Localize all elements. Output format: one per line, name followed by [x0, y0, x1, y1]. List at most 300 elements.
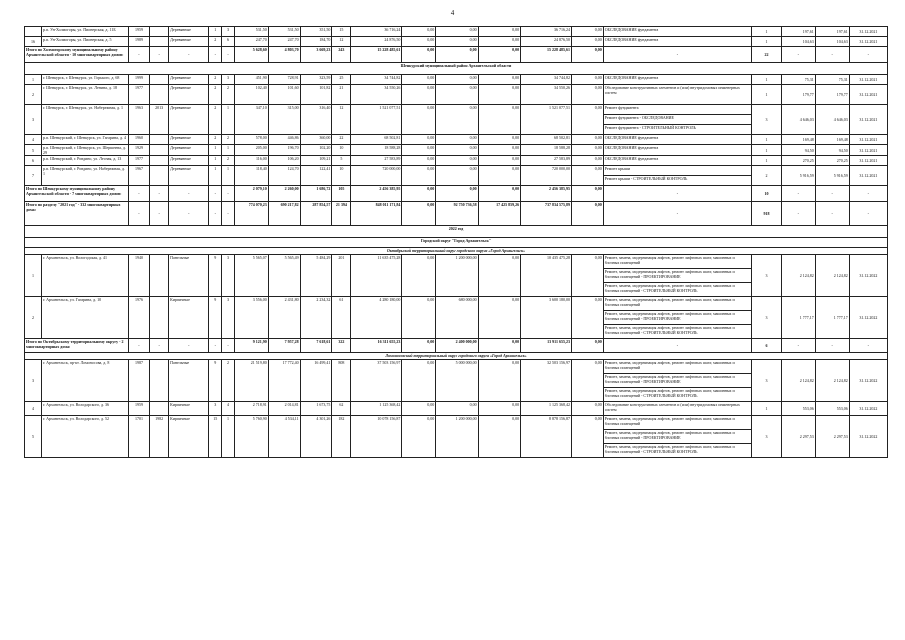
- year-built: 1959: [128, 402, 149, 416]
- residential-area: 196,70: [268, 145, 300, 156]
- work-type: Ремонт, замена, модернизация лифтов, ремонт лифтовых шахт, машинных и блочных помещений - СТРОИТЕЛЬНЫЙ КОНТРОЛЬ: [603, 444, 751, 458]
- residential-area: 101,60: [268, 85, 300, 105]
- fund-regional: 92 750 736,58: [436, 202, 478, 226]
- fund-regional: 0,00: [436, 186, 478, 202]
- total-area: 247,70: [234, 37, 268, 47]
- fund-local: 0,00: [478, 85, 520, 105]
- shenkursk-row: [25, 156, 888, 166]
- works-count: 1: [752, 85, 782, 105]
- fund-regional: 0,00: [436, 27, 478, 37]
- work-type: ОБСЛЕДОВАНИЕ фундамента: [603, 135, 751, 145]
- total-cost: 34 744,82: [351, 75, 402, 85]
- fund-local: 0,00: [478, 75, 520, 85]
- total-dash: -: [849, 47, 887, 63]
- fund-local: 0,00: [478, 156, 520, 166]
- row-number: 2: [25, 297, 42, 339]
- year-built: 1960: [128, 135, 149, 145]
- completion-date: 31.12.2022: [849, 416, 887, 458]
- row-number: 3: [25, 105, 42, 135]
- max-unit-cost: 553,06: [815, 402, 849, 416]
- total-area: 118,40: [234, 166, 268, 186]
- lomonosovsky-row: [25, 416, 888, 430]
- owned-area: 101,82: [300, 85, 332, 105]
- city-heading-cell: Городской округ "Город Архангельск": [25, 238, 888, 248]
- total-dash: -: [781, 339, 815, 353]
- year-renovated: [150, 145, 169, 156]
- fund-regional: 1 200 000,00: [436, 255, 478, 297]
- owned-area: 4 301,26: [300, 416, 332, 458]
- house-address: г. Архангельск, ул. Володарского, д. 36: [41, 402, 128, 416]
- fund-regional: 1 200 000,00: [436, 416, 478, 458]
- completion-date: 31.12.2021: [849, 85, 887, 105]
- unit-cost: 5 916,59: [781, 166, 815, 186]
- unit-cost: 4 646,03: [781, 105, 815, 135]
- works-count: 1: [752, 156, 782, 166]
- row-number: [25, 27, 42, 37]
- fund-owners: 2 456 385,95: [521, 186, 572, 202]
- unit-cost: 1 777,17: [781, 297, 815, 339]
- residents: 21 394: [332, 202, 351, 226]
- fund-federal: 0,00: [402, 202, 436, 226]
- fund-regional: 0,00: [436, 135, 478, 145]
- work-type: ОБСЛЕДОВАНИЕ фундамента: [603, 156, 751, 166]
- total-dash: -: [603, 186, 751, 202]
- entrances: 3: [222, 75, 235, 85]
- fund-regional: 0,00: [436, 37, 478, 47]
- fund-federal: 0,00: [402, 402, 436, 416]
- year-renovated: [150, 156, 169, 166]
- total-dash: -: [209, 47, 222, 63]
- fund-regional: 0,00: [436, 166, 478, 186]
- total-area: 9 121,90: [234, 339, 268, 353]
- lomonosovsky-row: [25, 402, 888, 416]
- floors: 2: [209, 135, 222, 145]
- work-type: Обследование конструктивных элементов и (или) внутридомовых инженерных систем: [603, 85, 751, 105]
- row-number: 4: [25, 402, 42, 416]
- total-dash: -: [603, 339, 751, 353]
- entrances: 1: [222, 105, 235, 135]
- total-label: Итого по разделу "2021 год" - 332 многоквартирных дома:: [25, 202, 129, 226]
- wall-material: Деревянные: [169, 166, 209, 186]
- total-dash: -: [209, 202, 222, 226]
- house-address: г. Архангельск, пр-кт. Ломоносова, д. 8: [41, 360, 128, 402]
- unit-cost: 197,61: [781, 27, 815, 37]
- fund-owners: 13 911 655,23: [521, 339, 572, 353]
- floors: 2: [209, 85, 222, 105]
- work-type: Ремонт фундамента - ОБСЛЕДОВАНИЕ: [603, 115, 751, 125]
- fund-federal: 0,00: [402, 105, 436, 135]
- residents: 21: [332, 85, 351, 105]
- lomonosovsky-row: [25, 360, 888, 374]
- entrances: 6: [222, 37, 235, 47]
- max-unit-cost: 5 916,59: [815, 166, 849, 186]
- year-renovated: [150, 402, 169, 416]
- work-type: Ремонт, замена, модернизация лифтов, ремонт лифтовых шахт, машинных и блочных помещений - СТРОИТЕЛЬНЫЙ КОНТРОЛЬ: [603, 283, 751, 297]
- fund-federal: 0,00: [402, 75, 436, 85]
- total-dash: -: [128, 339, 149, 353]
- year-built: 1959: [128, 27, 149, 37]
- fund-regional: 2 400 000,00: [436, 339, 478, 353]
- owned-area: 1 686,72: [300, 186, 332, 202]
- owned-area: 287 854,57: [300, 202, 332, 226]
- total-dash: -: [222, 202, 235, 226]
- residential-area: 247,70: [268, 37, 300, 47]
- residents: 182: [332, 416, 351, 458]
- fund-local: 0,00: [478, 402, 520, 416]
- work-type: Ремонт крыши: [603, 166, 751, 176]
- residential-area: 2 431,80: [268, 297, 300, 339]
- total-area: 21 519,80: [234, 360, 268, 402]
- entrances: 2: [222, 85, 235, 105]
- residential-area: 5 565,49: [268, 255, 300, 297]
- fund-federal: 0,00: [402, 166, 436, 186]
- completion-date: 31.12.2021: [849, 37, 887, 47]
- total-dash: -: [849, 186, 887, 202]
- fund-other: 0,00: [571, 202, 603, 226]
- fund-other: 0,00: [571, 166, 603, 186]
- fund-federal: 0,00: [402, 85, 436, 105]
- total-dash: -: [815, 202, 849, 226]
- completion-date: 31.12.2021: [849, 156, 887, 166]
- wall-material: Деревянные: [169, 145, 209, 156]
- fund-local: 0,00: [478, 416, 520, 458]
- year-heading: [25, 226, 888, 238]
- district-heading: [25, 63, 888, 75]
- fund-federal: 0,00: [402, 47, 436, 63]
- total-dash: -: [150, 339, 169, 353]
- wall-material: Кирпичные: [169, 416, 209, 458]
- works-count: 1: [752, 75, 782, 85]
- total-dash: -: [222, 186, 235, 202]
- capital-repair-register-table: [24, 26, 888, 458]
- owned-area: 1 673,75: [300, 402, 332, 416]
- residential-area: 2 014,81: [268, 402, 300, 416]
- row-number: 5: [25, 145, 42, 156]
- work-type: ОБСЛЕДОВАНИЕ фундамента: [603, 145, 751, 156]
- total-dash: -: [815, 339, 849, 353]
- unit-cost: 2 124,82: [781, 255, 815, 297]
- floors: 9: [209, 255, 222, 297]
- year-renovated: 1982: [150, 416, 169, 458]
- fund-other: 0,00: [571, 416, 603, 458]
- shenkursk-row: [25, 166, 888, 176]
- year-built: 1999: [128, 75, 149, 85]
- works-count: 3: [752, 255, 782, 297]
- residential-area: 315,00: [268, 105, 300, 135]
- fund-federal: 0,00: [402, 416, 436, 458]
- total-label: Итого по Октябрьскому территориальному округу - 2 многоквартирных дома:: [25, 339, 129, 353]
- works-count: 10: [752, 186, 782, 202]
- total-area: 5 628,60: [234, 47, 268, 63]
- row-number: 16: [25, 37, 42, 47]
- max-unit-cost: 4 646,03: [815, 105, 849, 135]
- completion-date: 31.12.2022: [849, 360, 887, 402]
- district-heading-cell: Шенкурский муниципальный район Архангельской области: [25, 63, 888, 75]
- fund-local: 0,00: [478, 47, 520, 63]
- fund-local: 0,00: [478, 105, 520, 135]
- year-built: 1963: [128, 105, 149, 135]
- floors: 9: [209, 360, 222, 402]
- year-built: 1940: [128, 255, 149, 297]
- total-kholmogory: [25, 47, 888, 63]
- fund-owners: 24 876,50: [521, 37, 572, 47]
- floors: 2: [209, 75, 222, 85]
- residential-area: 106,20: [268, 156, 300, 166]
- year-renovated: [150, 27, 169, 37]
- total-cost: 720 000,00: [351, 166, 402, 186]
- residents: 10: [332, 145, 351, 156]
- work-type: Ремонт, замена, модернизация лифтов, ремонт лифтовых шахт, машинных и блочных помещений: [603, 416, 751, 430]
- fund-owners: 32 503 156,97: [521, 360, 572, 402]
- okrug-heading-lomonosovsky: [25, 353, 888, 360]
- fund-other: 0,00: [571, 145, 603, 156]
- total-dash: -: [603, 47, 751, 63]
- works-count: 22: [752, 47, 782, 63]
- floors: 1: [209, 166, 222, 186]
- total-dash: -: [169, 202, 209, 226]
- wall-material: Деревянные: [169, 105, 209, 135]
- fund-other: 0,00: [571, 135, 603, 145]
- oktyabrsky-row: [25, 297, 888, 311]
- unit-cost: 179,77: [781, 85, 815, 105]
- total-dash: -: [169, 339, 209, 353]
- fund-regional: 5 000 000,00: [436, 360, 478, 402]
- owned-area: 102,20: [300, 145, 332, 156]
- house-address: г. Шенкурск, г. Шенкурск, ул. Горького, д. 68: [41, 75, 128, 85]
- max-unit-cost: 2 124,82: [815, 360, 849, 402]
- fund-other: 0,00: [571, 186, 603, 202]
- unit-cost: 270,25: [781, 156, 815, 166]
- fund-federal: 0,00: [402, 135, 436, 145]
- unit-cost: 553,06: [781, 402, 815, 416]
- total-cost: 24 876,50: [351, 37, 402, 47]
- residential-area: 690 217,82: [268, 202, 300, 226]
- floors: 1: [209, 145, 222, 156]
- shenkursk-row: [25, 105, 888, 115]
- house-address: р.п. Шенкурский, г. Ровдино, ул. Лесная, д. 13: [41, 156, 128, 166]
- fund-regional: 0,00: [436, 145, 478, 156]
- total-dash: -: [150, 186, 169, 202]
- oktyabrsky-row: [25, 255, 888, 269]
- total-oktyabrsky: [25, 339, 888, 353]
- fund-local: 0,00: [478, 186, 520, 202]
- fund-local: 0,00: [478, 27, 520, 37]
- residents: 105: [332, 186, 351, 202]
- fund-local: 17 425 859,26: [478, 202, 520, 226]
- city-heading: [25, 238, 888, 248]
- work-type: ОБСЛЕДОВАНИЕ фундамента: [603, 27, 751, 37]
- fund-regional: 0,00: [436, 105, 478, 135]
- fund-regional: 0,00: [436, 85, 478, 105]
- fund-federal: 0,00: [402, 156, 436, 166]
- unit-cost: 75,31: [781, 75, 815, 85]
- kholmogory-row: [25, 27, 888, 37]
- unit-cost: 2 124,82: [781, 360, 815, 402]
- fund-owners: 8 878 156,87: [521, 416, 572, 458]
- completion-date: 31.12.2021: [849, 75, 887, 85]
- house-address: р.п. Ун-Холмогоры, ул. Пионерская, д. 11Б: [41, 27, 128, 37]
- max-unit-cost: 197,61: [815, 27, 849, 37]
- total-area: 102,40: [234, 85, 268, 105]
- total-area: 774 070,23: [234, 202, 268, 226]
- house-address: г. Шенкурск, г. Шенкурск, ул. Набережная, д. 1: [41, 105, 128, 135]
- residential-area: 7 957,28: [268, 339, 300, 353]
- total-area: 451,90: [234, 75, 268, 85]
- fund-local: 0,00: [478, 360, 520, 402]
- fund-local: 0,00: [478, 297, 520, 339]
- entrances: 2: [222, 135, 235, 145]
- max-unit-cost: 75,31: [815, 75, 849, 85]
- fund-federal: 0,00: [402, 360, 436, 402]
- year-built: 1977: [128, 156, 149, 166]
- wall-material: Деревянные: [169, 75, 209, 85]
- floors: 3: [209, 402, 222, 416]
- kholmogory-row: [25, 37, 888, 47]
- work-type: ОБСЛЕДОВАНИЕ фундамента: [603, 37, 751, 47]
- house-address: р.п. Шенкурский, г. Шенкурск, ул. Гагарина, д. 4: [41, 135, 128, 145]
- entrances: 2: [222, 156, 235, 166]
- works-count: 6: [752, 339, 782, 353]
- total-dash: -: [150, 202, 169, 226]
- residents: 12: [332, 105, 351, 135]
- row-number: 4: [25, 135, 42, 145]
- total-area: 578,00: [234, 135, 268, 145]
- residents: 201: [332, 255, 351, 297]
- works-count: 918: [752, 202, 782, 226]
- total-area: 205,00: [234, 145, 268, 156]
- fund-regional: 0,00: [436, 156, 478, 166]
- residents: 243: [332, 47, 351, 63]
- year-renovated: [150, 37, 169, 47]
- shenkursk-row: [25, 145, 888, 156]
- floors: 2: [209, 37, 222, 47]
- works-count: 3: [752, 105, 782, 135]
- total-dash: -: [222, 339, 235, 353]
- work-type: Обследование конструктивных элементов и (или) внутридомовых инженерных систем: [603, 402, 751, 416]
- total-area: 531,50: [234, 27, 268, 37]
- fund-local: 0,00: [478, 255, 520, 297]
- fund-regional: 0,00: [436, 402, 478, 416]
- fund-local: 0,00: [478, 339, 520, 353]
- fund-federal: 0,00: [402, 339, 436, 353]
- year-renovated: [150, 85, 169, 105]
- max-unit-cost: 179,77: [815, 85, 849, 105]
- works-count: 1: [752, 27, 782, 37]
- total-dash: -: [128, 186, 149, 202]
- total-cost: 27 583,89: [351, 156, 402, 166]
- fund-other: 0,00: [571, 402, 603, 416]
- works-count: 2: [752, 166, 782, 186]
- total-cost: 15 228 485,61: [351, 47, 402, 63]
- entrances: 3: [222, 255, 235, 297]
- fund-other: 0,00: [571, 339, 603, 353]
- floors: 9: [209, 297, 222, 339]
- total-cost: 34 550,26: [351, 85, 402, 105]
- fund-owners: 27 583,89: [521, 156, 572, 166]
- completion-date: 31.12.2021: [849, 166, 887, 186]
- residents: 22: [332, 135, 351, 145]
- total-year-2021: [25, 202, 888, 226]
- max-unit-cost: 94,50: [815, 145, 849, 156]
- fund-owners: 1 521 077,51: [521, 105, 572, 135]
- residential-area: 531,50: [268, 27, 300, 37]
- total-dash: -: [128, 202, 149, 226]
- row-number: 7: [25, 166, 42, 186]
- fund-other: 0,00: [571, 297, 603, 339]
- fund-local: 0,00: [478, 166, 520, 186]
- completion-date: 31.12.2022: [849, 255, 887, 297]
- owned-area: 16 499,41: [300, 360, 332, 402]
- total-cost: 11 635 475,28: [351, 255, 402, 297]
- total-dash: -: [209, 186, 222, 202]
- total-dash: -: [209, 339, 222, 353]
- completion-date: 31.12.2021: [849, 135, 887, 145]
- total-area: 5 760,90: [234, 416, 268, 458]
- house-address: г. Шенкурск, г. Шенкурск, ул. Ленина, д. 18: [41, 85, 128, 105]
- total-dash: -: [849, 202, 887, 226]
- entrances: 1: [222, 145, 235, 156]
- unit-cost: 2 297,53: [781, 416, 815, 458]
- residents: 808: [332, 360, 351, 402]
- owned-area: 5 484,29: [300, 255, 332, 297]
- wall-material: Деревянные: [169, 156, 209, 166]
- year-renovated: [150, 360, 169, 402]
- residential-area: 728,91: [268, 75, 300, 85]
- total-cost: 10 078 156,87: [351, 416, 402, 458]
- residential-area: 446,86: [268, 135, 300, 145]
- works-count: 3: [752, 416, 782, 458]
- completion-date: 31.12.2021: [849, 105, 887, 135]
- fund-regional: 0,00: [436, 75, 478, 85]
- total-dash: -: [781, 186, 815, 202]
- wall-material: Деревянные: [169, 37, 209, 47]
- fund-federal: 0,00: [402, 37, 436, 47]
- year-built: 1987: [128, 360, 149, 402]
- house-address: р.п. Шенкурский, г. Ровдино, ул. Набережная, д. 1: [41, 166, 128, 186]
- completion-date: 31.12.2021: [849, 27, 887, 37]
- residents: 10: [332, 166, 351, 186]
- max-unit-cost: 270,25: [815, 156, 849, 166]
- work-type: Ремонт, замена, модернизация лифтов, ремонт лифтовых шахт, машинных и блочных помещений - ПРОЕКТИРОВАНИЕ: [603, 311, 751, 325]
- total-area: 2 079,10: [234, 186, 268, 202]
- works-count: 3: [752, 297, 782, 339]
- max-unit-cost: 2 297,53: [815, 416, 849, 458]
- year-renovated: [150, 255, 169, 297]
- residents: 12: [332, 37, 351, 47]
- house-address: г. Архангельск, ул. Вологодская, д. 41: [41, 255, 128, 297]
- residents: 322: [332, 339, 351, 353]
- total-dash: -: [603, 202, 751, 226]
- okrug-heading-oktyabrsky: [25, 248, 888, 255]
- residents: 62: [332, 402, 351, 416]
- completion-date: 31.12.2022: [849, 297, 887, 339]
- year-built: 1989: [128, 37, 149, 47]
- fund-owners: 3 600 180,00: [521, 297, 572, 339]
- work-type: Ремонт крыши - СТРОИТЕЛЬНЫЙ КОНТРОЛЬ: [603, 176, 751, 186]
- total-cost: 848 011 171,84: [351, 202, 402, 226]
- year-renovated: [150, 75, 169, 85]
- max-unit-cost: 104,63: [815, 37, 849, 47]
- residents: 61: [332, 297, 351, 339]
- work-type: Ремонт, замена, модернизация лифтов, ремонт лифтовых шахт, машинных и блочных помещений - ПРОЕКТИРОВАНИЕ: [603, 269, 751, 283]
- year-renovated: 2013: [150, 105, 169, 135]
- fund-owners: 34 550,26: [521, 85, 572, 105]
- fund-owners: 68 502,81: [521, 135, 572, 145]
- house-address: р.п. Ун-Холмогоры, ул. Пионерская, д. 5: [41, 37, 128, 47]
- fund-federal: 0,00: [402, 27, 436, 37]
- floors: 15: [209, 416, 222, 458]
- works-count: 1: [752, 37, 782, 47]
